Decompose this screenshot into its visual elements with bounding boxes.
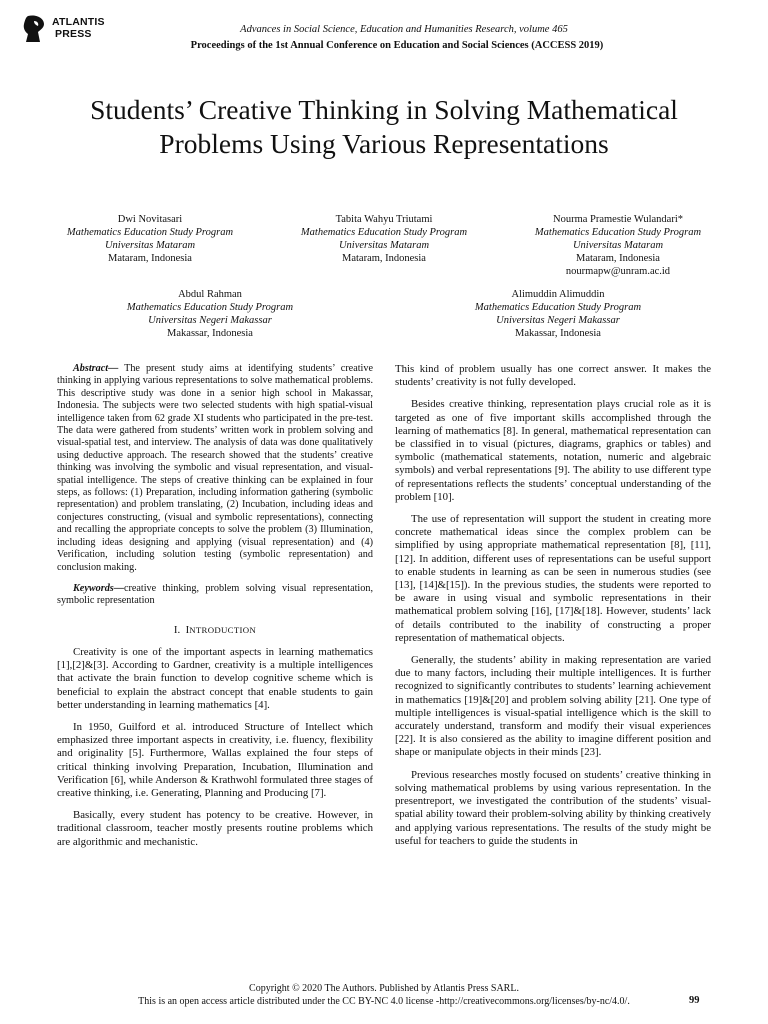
paragraph: Generally, the students’ ability in making representation are varied due to many factors, including their multiple intelligences. It is further recognized to significantly contributes to students’ learning achievement in mathematics [19]&[20] and problem solving ability [21]. One type of multiple intelligences is visual-spatial intelligence which is the skill to accurately understand, transform and modify their visual experiences [22]. It is also consiered as the ability to imagine different position and shape or manipulate objects in their minds [23]. bbox=[395, 654, 711, 759]
author-block bbox=[90, 288, 330, 340]
author-block bbox=[268, 213, 500, 265]
abstract bbox=[57, 363, 373, 574]
proceedings-header: Proceedings of the 1st Annual Conference on Education and Social Sciences (ACCESS 2019) bbox=[190, 40, 604, 51]
author-university: Universitas Mataram bbox=[104, 240, 196, 251]
paragraph: Besides creative thinking, representation plays crucial role as it is targeted as one of five important skills accomplished through the learning of mathematics [8]. In general, mathematical representation can be classified in to visual (pictures, diagrams, graphics or tables) and symbolic (mathematical statements, notation, numeric and algebraic symbols) and verbal representations [9]. The ability to use different type of representations reflects the students’ conceptual understanding of the problem [10]. bbox=[395, 398, 711, 503]
section-number: I. bbox=[173, 623, 181, 636]
logo-text-line1: ATLANTIS bbox=[52, 16, 105, 28]
author-block bbox=[30, 213, 270, 265]
page-number: 99 bbox=[689, 995, 700, 1006]
right-column bbox=[395, 363, 711, 857]
author-location: Mataram, Indonesia bbox=[108, 253, 192, 264]
author-program: Mathematics Education Study Program bbox=[534, 227, 702, 238]
logo-text-line2: PRESS bbox=[55, 28, 92, 40]
section-heading-introduction bbox=[57, 624, 373, 637]
author-location: Mataram, Indonesia bbox=[576, 253, 660, 264]
author-program: Mathematics Education Study Program bbox=[300, 227, 468, 238]
author-name: Alimuddin Alimuddin bbox=[511, 289, 605, 300]
author-location: Mataram, Indonesia bbox=[342, 253, 426, 264]
paragraph: The use of representation will support the student in creating more concrete mathematical ideas since the complex problem can be simplified by using appropriate mathematical representation [8], [11], [12]. In addition, different uses of representations can be useful support to enable students in learning as can be seen in numerous studies (see [13], [14]&[15]). In the previous studies, the students were reported to be aware in using visual and symbolic representations in their mathematical problem solving [16], [17]&[18]. However, students’ lack of details contributed to the inability of constructing a proper representation of mathematical objects. bbox=[395, 513, 711, 644]
keywords bbox=[57, 583, 373, 608]
section-first-letter: I bbox=[185, 623, 190, 636]
author-name: Dwi Novitasari bbox=[117, 214, 183, 225]
left-column bbox=[57, 363, 373, 858]
paragraph: Creativity is one of the important aspects in learning mathematics [1],[2]&[3]. According to Gardner, creativity is a multiple intelligences that activate the brain function to develop cognitive scheme which is beneficial to explain the abstract concept that enable students to gain better understanding in learning mathematics [4]. bbox=[57, 645, 373, 711]
author-program: Mathematics Education Study Program bbox=[126, 302, 294, 313]
keywords-text: creative thinking, problem solving visual representation, symbolic representation bbox=[57, 582, 373, 607]
author-program: Mathematics Education Study Program bbox=[474, 302, 642, 313]
author-university: Universitas Negeri Makassar bbox=[148, 315, 272, 326]
author-program: Mathematics Education Study Program bbox=[66, 227, 234, 238]
paragraph: This kind of problem usually has one correct answer. It makes the students’ creativity is not fully developed. bbox=[395, 363, 711, 389]
author-university: Universitas Negeri Makassar bbox=[496, 315, 620, 326]
author-location: Makassar, Indonesia bbox=[515, 328, 601, 339]
paper-title: Students’ Creative Thinking in Solving Mathematical Problems Using Various Representations bbox=[90, 94, 678, 159]
license-notice: This is an open access article distributed under the CC BY-NC 4.0 license -http://creativecommons.org/licenses/by-nc/4.0/. bbox=[138, 996, 630, 1007]
author-block bbox=[438, 288, 678, 340]
journal-header: Advances in Social Science, Education and Humanities Research, volume 465 bbox=[240, 24, 568, 35]
keywords-label: Keywords— bbox=[73, 582, 124, 594]
paragraph: In 1950, Guilford et al. introduced Structure of Intellect which emphasized three important aspects in creativity, i.e. fluency, flexibility and originality [5]. Furthermore, Wallas explained the four steps of critical thinking involving Preparation, Incubation, Illumination and Verification [6], while Anderson & Krathwohl formulated three stages of creative thinking, i.e. Generating, Planning and Producing [7]. bbox=[57, 720, 373, 799]
author-name: Tabita Wahyu Triutami bbox=[335, 214, 433, 225]
author-university: Universitas Mataram bbox=[338, 240, 430, 251]
section-title-rest: NTRODUCTION bbox=[189, 624, 257, 635]
author-name: Nourma Pramestie Wulandari* bbox=[552, 214, 683, 225]
author-block bbox=[498, 213, 738, 278]
abstract-text: The present study aims at identifying students’ creative thinking in applying various representations to solve mathematical problems. This descriptive study was done in a senior high school in Makassar, Indonesia. The subjects were two selected students with high spatial-visual intelligence taken from 62 grade XI students who participated in the pre-test. The data were gathered from students’ written work in problem solving and visual-spatial test, and interview. The analysis of data was done qualitatively using deductive approach. The research showed that the students’ creative thinking was involving the symbolic and visual representation, and visual-spatial intelligence. The steps of creative thinking can be explained in four steps, as follows: (1) Preparation, including information gathering (symbolic representation) and problem translating, (2) Incubation, including ideas and conjectures constructing, (visual and symbolic representations), connecting and recalling the appropriate concepts to solve the problem (3) Illumination, including ideas designing and applying (visual representation) and (4) Verification, including solution testing (symbolic representation) and conclusion making. bbox=[57, 363, 373, 573]
paragraph: Previous researches mostly focused on students’ creative thinking in solving mathematical problems by using various representation. In the presentreport, we investigated the contribution of the students’ visual-spatial ability toward their problem-solving ability by thinking creatively and applying various representations. The results of the study might be useful for teachers to guide the students in bbox=[395, 768, 711, 847]
author-email: nourmapw@unram.ac.id bbox=[565, 266, 671, 277]
author-name: Abdul Rahman bbox=[178, 289, 242, 300]
author-location: Makassar, Indonesia bbox=[167, 328, 253, 339]
abstract-label: Abstract— bbox=[73, 363, 119, 374]
author-university: Universitas Mataram bbox=[572, 240, 664, 251]
paragraph: Basically, every student has potency to be creative. However, in traditional classroom, teacher mostly presents routine problems which are algorithmic and mechanistic. bbox=[57, 809, 373, 848]
copyright-notice: Copyright © 2020 The Authors. Published by Atlantis Press SARL. bbox=[249, 983, 519, 994]
